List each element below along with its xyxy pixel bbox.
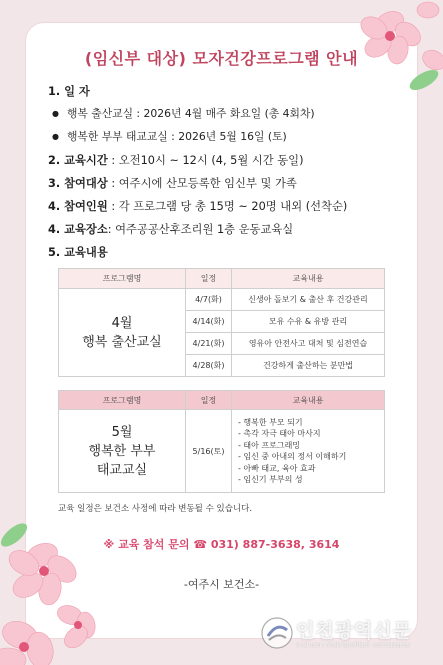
newspaper-logo-icon xyxy=(260,616,294,650)
newspaper-watermark xyxy=(256,614,443,656)
header-date: 일정 xyxy=(186,391,232,410)
activities-list xyxy=(232,410,385,493)
session-content: 모유 수유 & 유방 관리 xyxy=(232,311,385,333)
section-content: 5. 교육내용 xyxy=(48,246,108,259)
session-date: 5/16(토) xyxy=(186,410,232,493)
section-date: 1. 일 자 xyxy=(48,85,90,98)
date-item-birth-class: ● 행복 출산교실 : 2026년 4월 매주 화요일 (총 4회차) xyxy=(52,106,315,121)
session-date: 4/14(화) xyxy=(186,311,232,333)
program-name-cell: 4월 행복 출산교실 xyxy=(59,289,186,377)
list-item: - 태아 프로그래밍 xyxy=(238,440,301,450)
header-date: 일정 xyxy=(186,269,232,289)
list-item: - 임신기 부부의 성 xyxy=(238,475,303,484)
section-target: 3. 참여대상 : 여주시에 산모등록한 임신부 및 가족 xyxy=(48,177,297,190)
program-name-cell: 5월 행복한 부부 태교교실 xyxy=(59,410,186,493)
contact-info: ※ 교육 참석 문의 ☎ 031) 887-3638, 3614 xyxy=(103,538,340,551)
watermark-subtitle: Incheon Metropolitan newspaper xyxy=(296,641,411,649)
session-date: 4/21(화) xyxy=(186,333,232,355)
session-content: 신생아 돌보기 & 출산 후 건강관리 xyxy=(232,289,385,311)
cherry-blossom-top-right-decoration xyxy=(330,0,443,90)
date-item-couple-class: ● 행복한 부부 태교교실 : 2026년 5월 16일 (토) xyxy=(52,129,287,144)
table-row xyxy=(59,289,385,311)
header-content: 교육내용 xyxy=(232,269,385,289)
session-date: 4/7(화) xyxy=(186,289,232,311)
session-content: 건강하게 출산하는 분만법 xyxy=(232,355,385,377)
watermark-title: 인천광역신문 xyxy=(296,620,413,642)
section-time: 2. 교육시간 : 오전10시 ~ 12시 (4, 5월 시간 동일) xyxy=(48,154,304,167)
header-program: 프로그램명 xyxy=(59,391,186,410)
session-content: 영유아 안전사고 대처 및 심전연습 xyxy=(232,333,385,355)
birth-class-schedule-table xyxy=(58,268,385,377)
header-program: 프로그램명 xyxy=(59,269,186,289)
section-location: 4. 교육장소: 여주공공산후조리원 1층 운동교육실 xyxy=(48,223,294,236)
couple-class-schedule-table xyxy=(58,390,385,493)
page-title: (임신부 대상) 모자건강프로그램 안내 xyxy=(84,49,359,68)
list-item: - 촉각 자극 태아 마사지 xyxy=(238,429,321,438)
section-capacity: 4. 참여인원 : 각 프로그램 당 총 15명 ~ 20명 내외 (선착순) xyxy=(48,200,348,213)
table-row xyxy=(59,410,385,493)
session-date: 4/28(화) xyxy=(186,355,232,377)
schedule-change-note: 교육 일정은 보건소 사정에 따라 변동될 수 있습니다. xyxy=(58,504,253,514)
list-item: - 임신 중 아내의 정서 이해하기 xyxy=(238,452,347,461)
organization-footer: -여주시 보건소- xyxy=(183,578,260,591)
list-item: - 아빠 태교, 육아 효과 xyxy=(238,463,316,473)
header-content: 교육내용 xyxy=(232,391,385,410)
list-item: - 행복한 부모 되기 xyxy=(238,417,303,427)
